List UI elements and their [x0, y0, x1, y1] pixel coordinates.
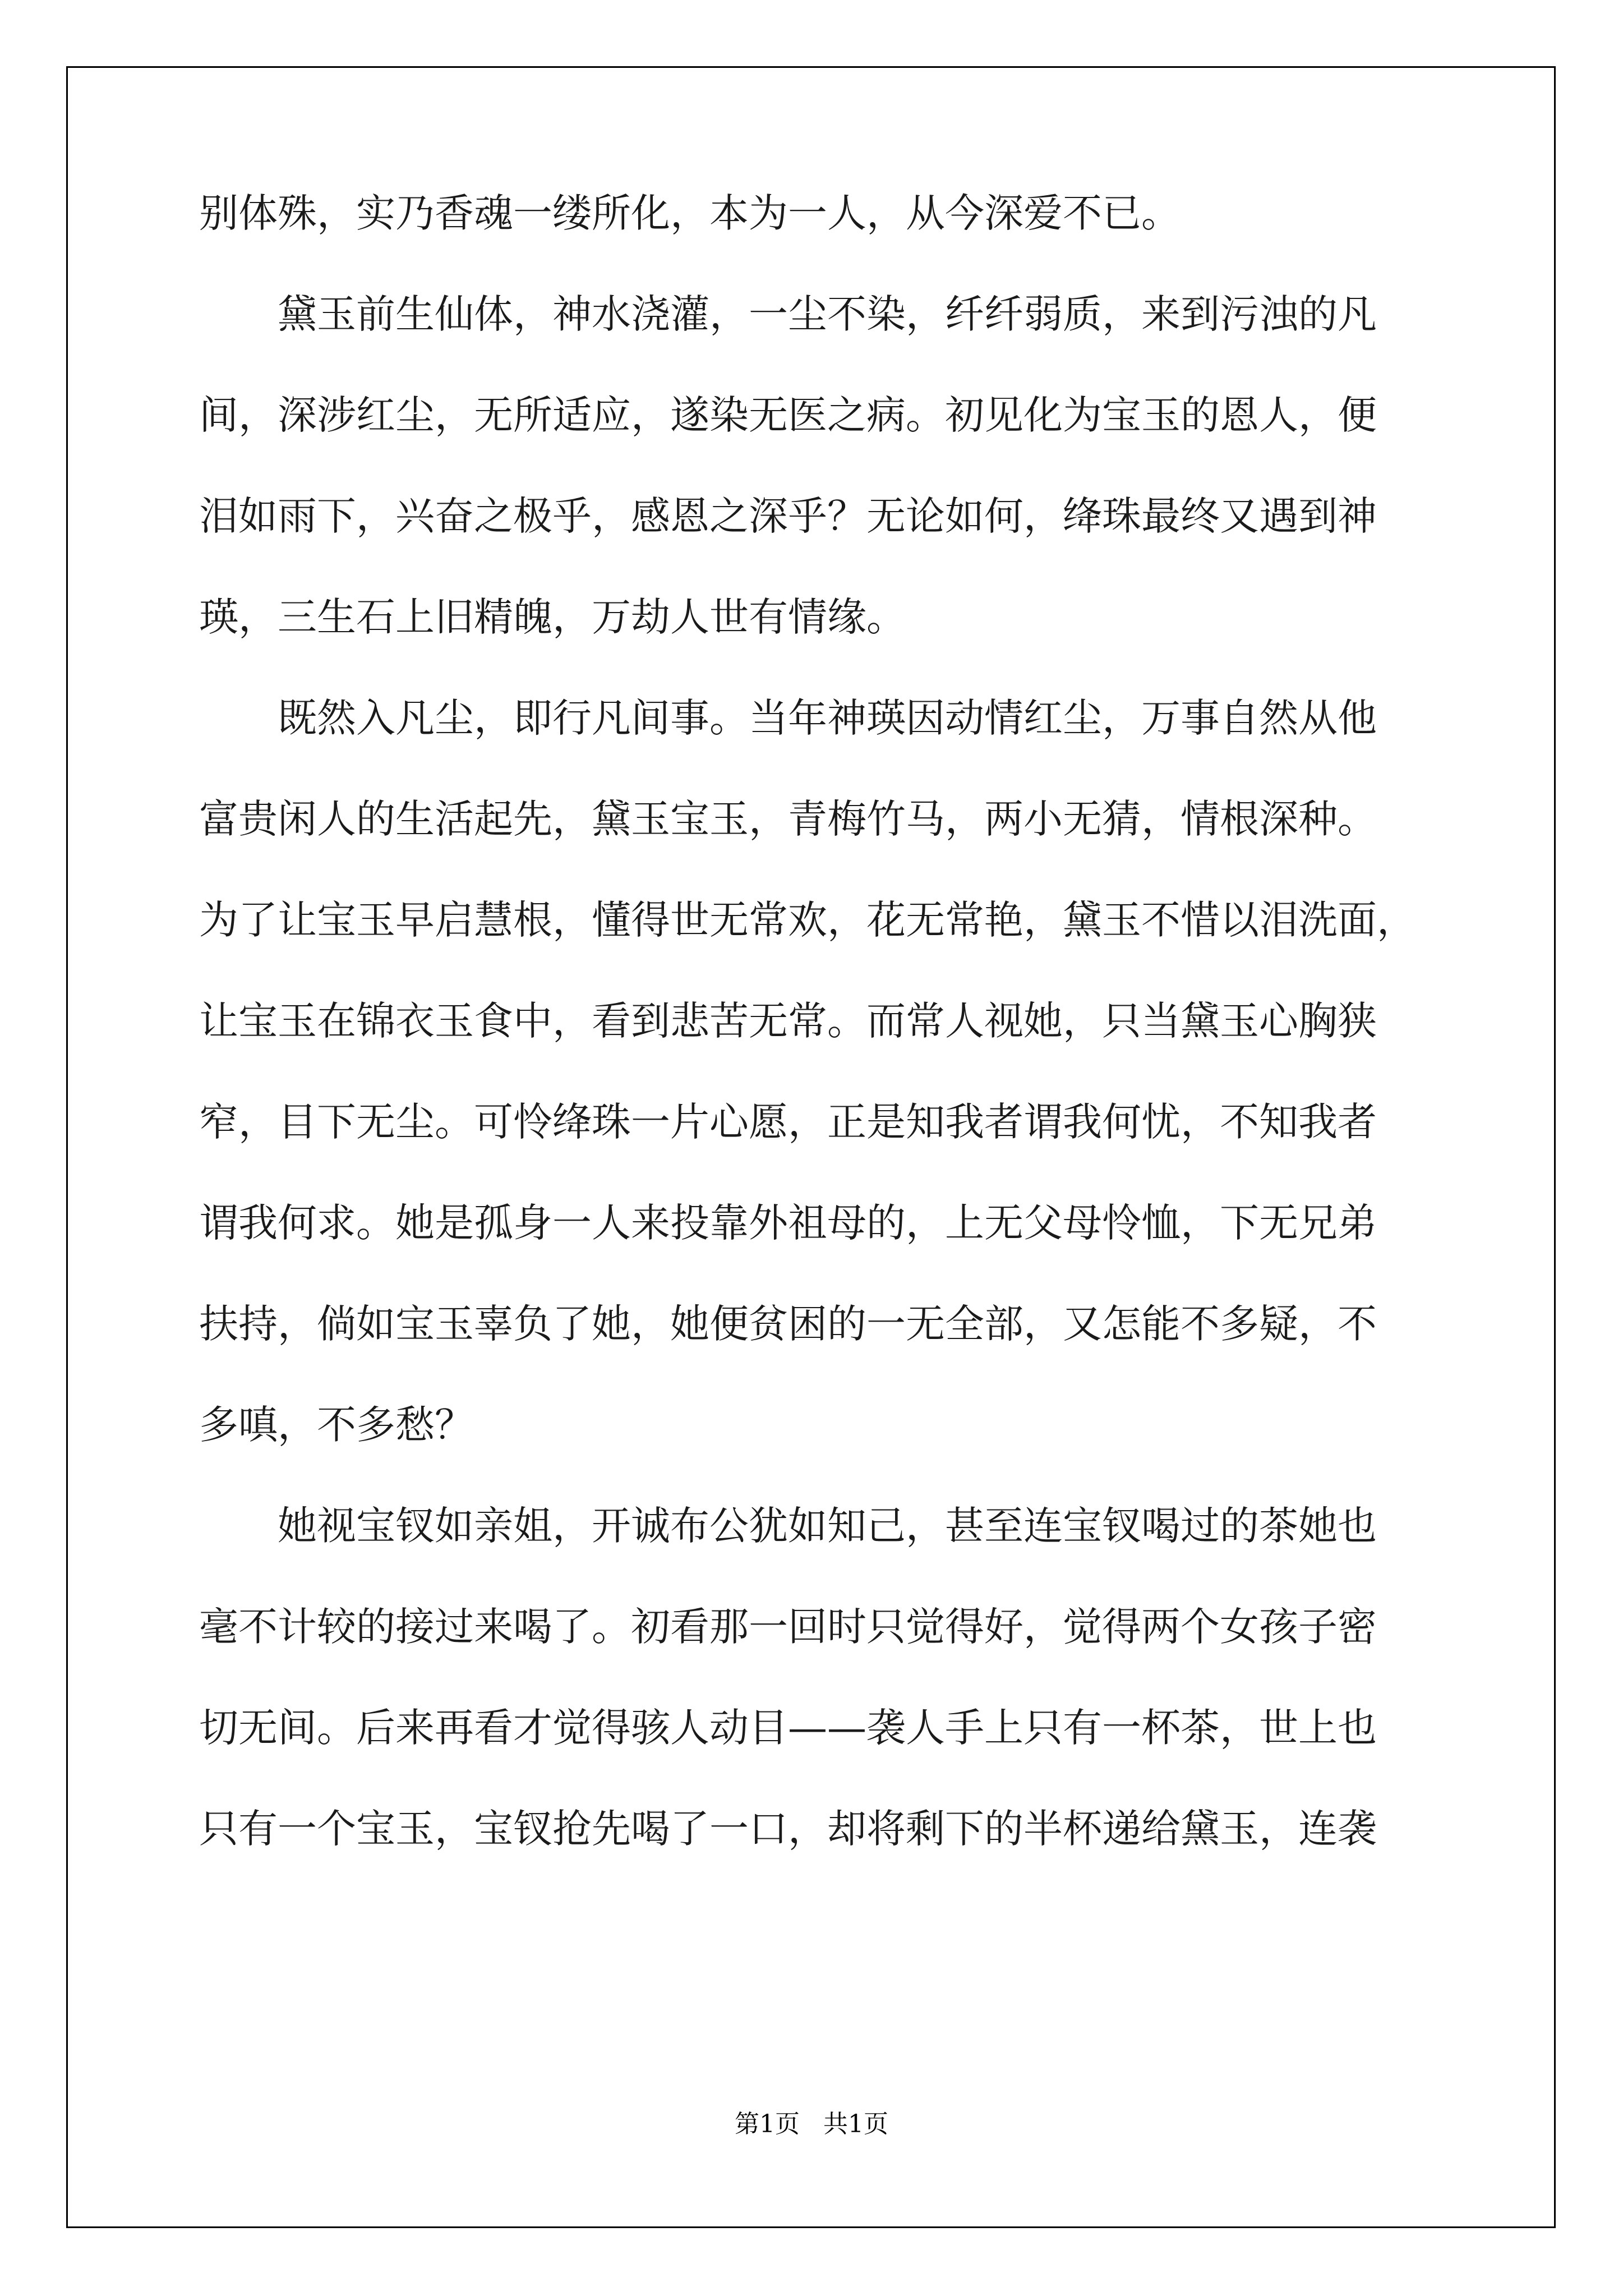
text-line: 间，深涉红尘，无所适应，遂染无医之病。初见化为宝玉的恩人，便	[199, 392, 1377, 438]
text-line: 既然入凡尘，即行凡间事。当年神瑛因动情红尘，万事自然从他	[199, 695, 1377, 741]
text-line: 别体殊，实乃香魂一缕所化，本为一人，从今深爱不已。	[199, 190, 1181, 236]
text-line: 为了让宝玉早启慧根，懂得世无常欢，花无常艳，黛玉不惜以泪洗面，	[199, 897, 1416, 943]
text-line: 多嗔，不多愁？	[199, 1402, 474, 1448]
text-line: 富贵闲人的生活起先，黛玉宝玉，青梅竹马，两小无猜，情根深种。	[199, 796, 1377, 842]
text-line: 只有一个宝玉，宝钗抢先喝了一口，却将剩下的半杯递给黛玉，连袭	[199, 1806, 1377, 1852]
text-line: 窄，目下无尘。可怜绛珠一片心愿，正是知我者谓我何忧，不知我者	[199, 1099, 1377, 1145]
text-line: 瑛，三生石上旧精魄，万劫人世有情缘。	[199, 594, 906, 640]
text-line: 谓我何求。她是孤身一人来投靠外祖母的，上无父母怜恤，下无兄弟	[199, 1200, 1377, 1246]
text-line: 毫不计较的接过来喝了。初看那一回时只觉得好，觉得两个女孩子密	[199, 1604, 1377, 1650]
text-line: 扶持，倘如宝玉辜负了她，她便贫困的一无全部，又怎能不多疑，不	[199, 1301, 1377, 1347]
text-line: 让宝玉在锦衣玉食中，看到悲苦无常。而常人视她，只当黛玉心胸狭	[199, 998, 1377, 1044]
text-line: 切无间。后来再看才觉得骇人动目——袭人手上只有一杯茶，世上也	[199, 1705, 1377, 1751]
text-line: 她视宝钗如亲姐，开诚布公犹如知己，甚至连宝钗喝过的茶她也	[199, 1503, 1377, 1549]
text-line: 泪如雨下，兴奋之极乎，感恩之深乎？无论如何，绛珠最终又遇到神	[199, 493, 1377, 539]
text-line: 黛玉前生仙体，神水浇灌，一尘不染，纤纤弱质，来到污浊的凡	[199, 291, 1377, 337]
page-footer: 第1页 共1页	[735, 2110, 888, 2138]
